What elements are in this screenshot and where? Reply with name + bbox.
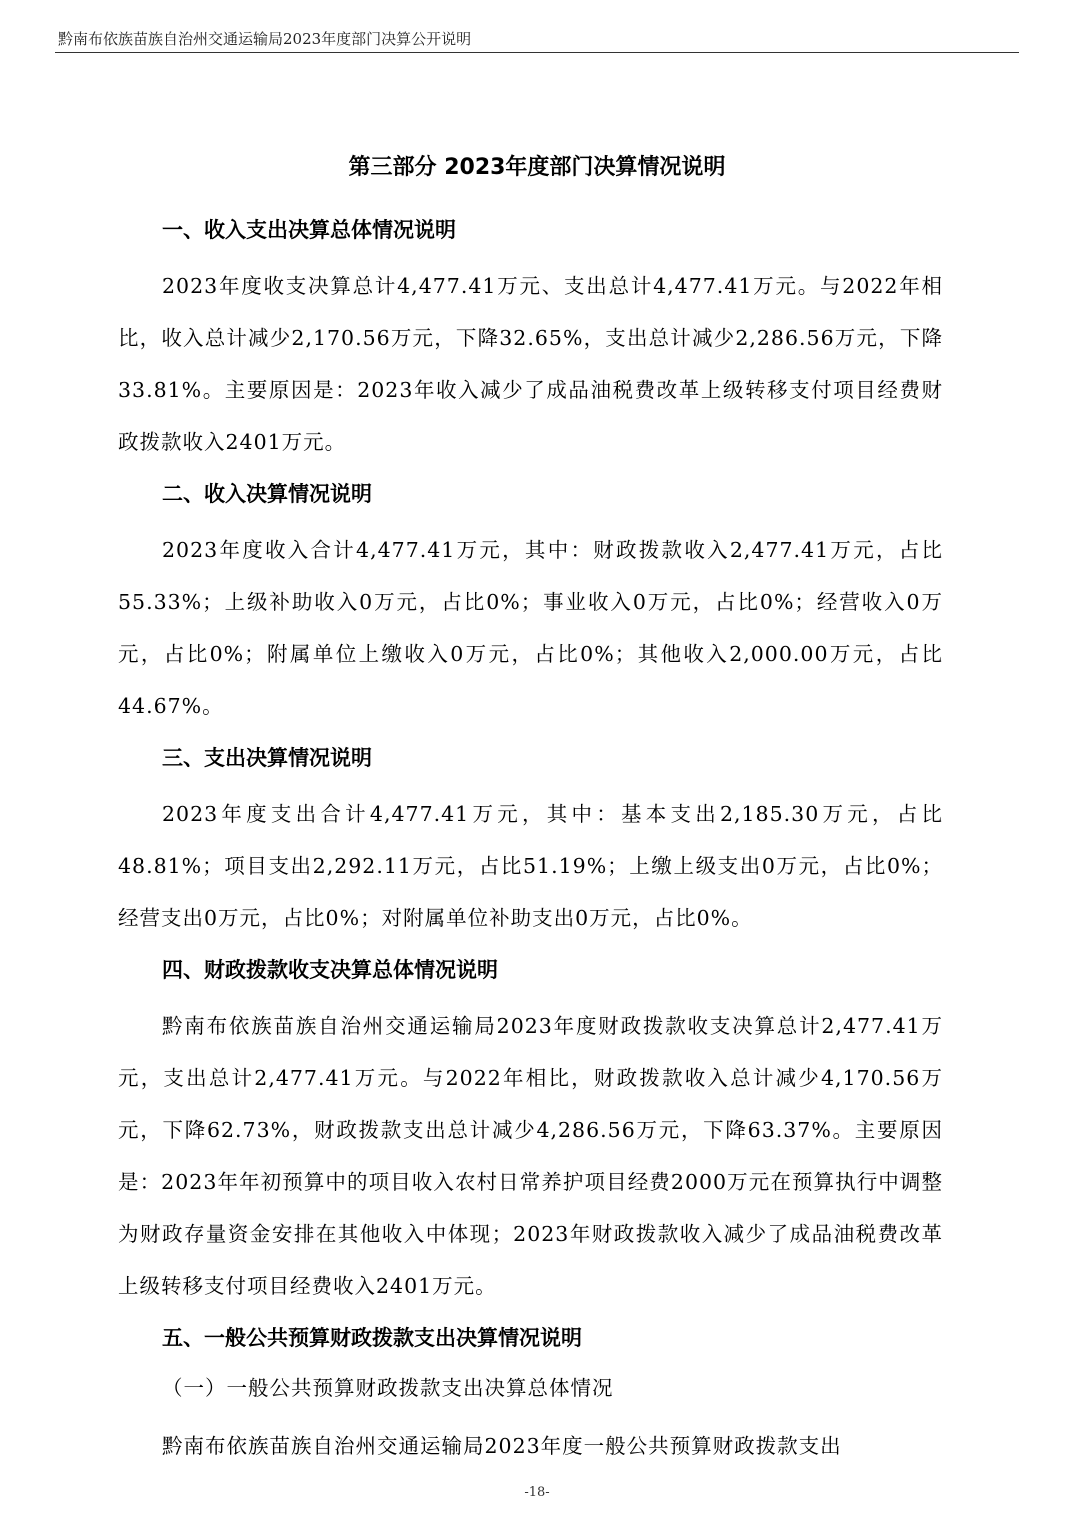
section-heading-1: 一、收入支出决算总体情况说明 bbox=[162, 218, 456, 242]
section-paragraph-2: 2023年度收入合计4,477.41万元，其中：财政拨款收入2,477.41万元，占比55.33%；上级补助收入0万元，占比0%；事业收入0万元，占比0%；经营收入0万元，占比0%；附属单位上缴收入0万元，占比0%；其他收入2,000.00万元，占比44.67%。 bbox=[118, 538, 943, 718]
section-heading-4: 四、财政拨款收支决算总体情况说明 bbox=[162, 958, 498, 982]
section-paragraph-3: 2023年度支出合计4,477.41万元，其中：基本支出2,185.30万元，占比48.81%；项目支出2,292.11万元，占比51.19%；上缴上级支出0万元，占比0%；经营支出0万元，占比0%；对附属单位补助支出0万元，占比0%。 bbox=[118, 802, 943, 930]
section-heading-3: 三、支出决算情况说明 bbox=[162, 746, 372, 770]
document-title: 第三部分 2023年度部门决算情况说明 bbox=[348, 155, 726, 180]
section-heading-2: 二、收入决算情况说明 bbox=[162, 482, 372, 506]
section-paragraph-1: 2023年度收支决算总计4,477.41万元、支出总计4,477.41万元。与2022年相比，收入总计减少2,170.56万元，下降32.65%，支出总计减少2,286.56万元，下降33.81%。主要原因是：2023年收入减少了成品油税费改革上级转移支付项目经费财政拨款收入2401万元。 bbox=[118, 274, 943, 454]
header-divider bbox=[55, 52, 1019, 53]
section-heading-5: 五、一般公共预算财政拨款支出决算情况说明 bbox=[162, 1326, 582, 1350]
document-body bbox=[118, 210, 943, 1472]
page-number: -18- bbox=[524, 1485, 550, 1500]
page-header: 黔南布依族苗族自治州交通运输局2023年度部门决算公开说明 bbox=[58, 30, 472, 48]
section-paragraph-5: 黔南布依族苗族自治州交通运输局2023年度一般公共预算财政拨款支出 bbox=[162, 1434, 842, 1458]
section-paragraph-4: 黔南布依族苗族自治州交通运输局2023年度财政拨款收支决算总计2,477.41万元，支出总计2,477.41万元。与2022年相比，财政拨款收入总计减少4,170.56万元，下降62.73%，财政拨款支出总计减少4,286.56万元，下降63.37%。主要原因是：2023年年初预算中的项目收入农村日常养护项目经费2000万元在预算执行中调整为财政存量资金安排在其他收入中体现；2023年财政拨款收入减少了成品油税费改革上级转移支付项目经费收入2401万元。 bbox=[118, 1014, 943, 1298]
section-subheading-5-1: （一）一般公共预算财政拨款支出决算总体情况 bbox=[162, 1376, 614, 1400]
